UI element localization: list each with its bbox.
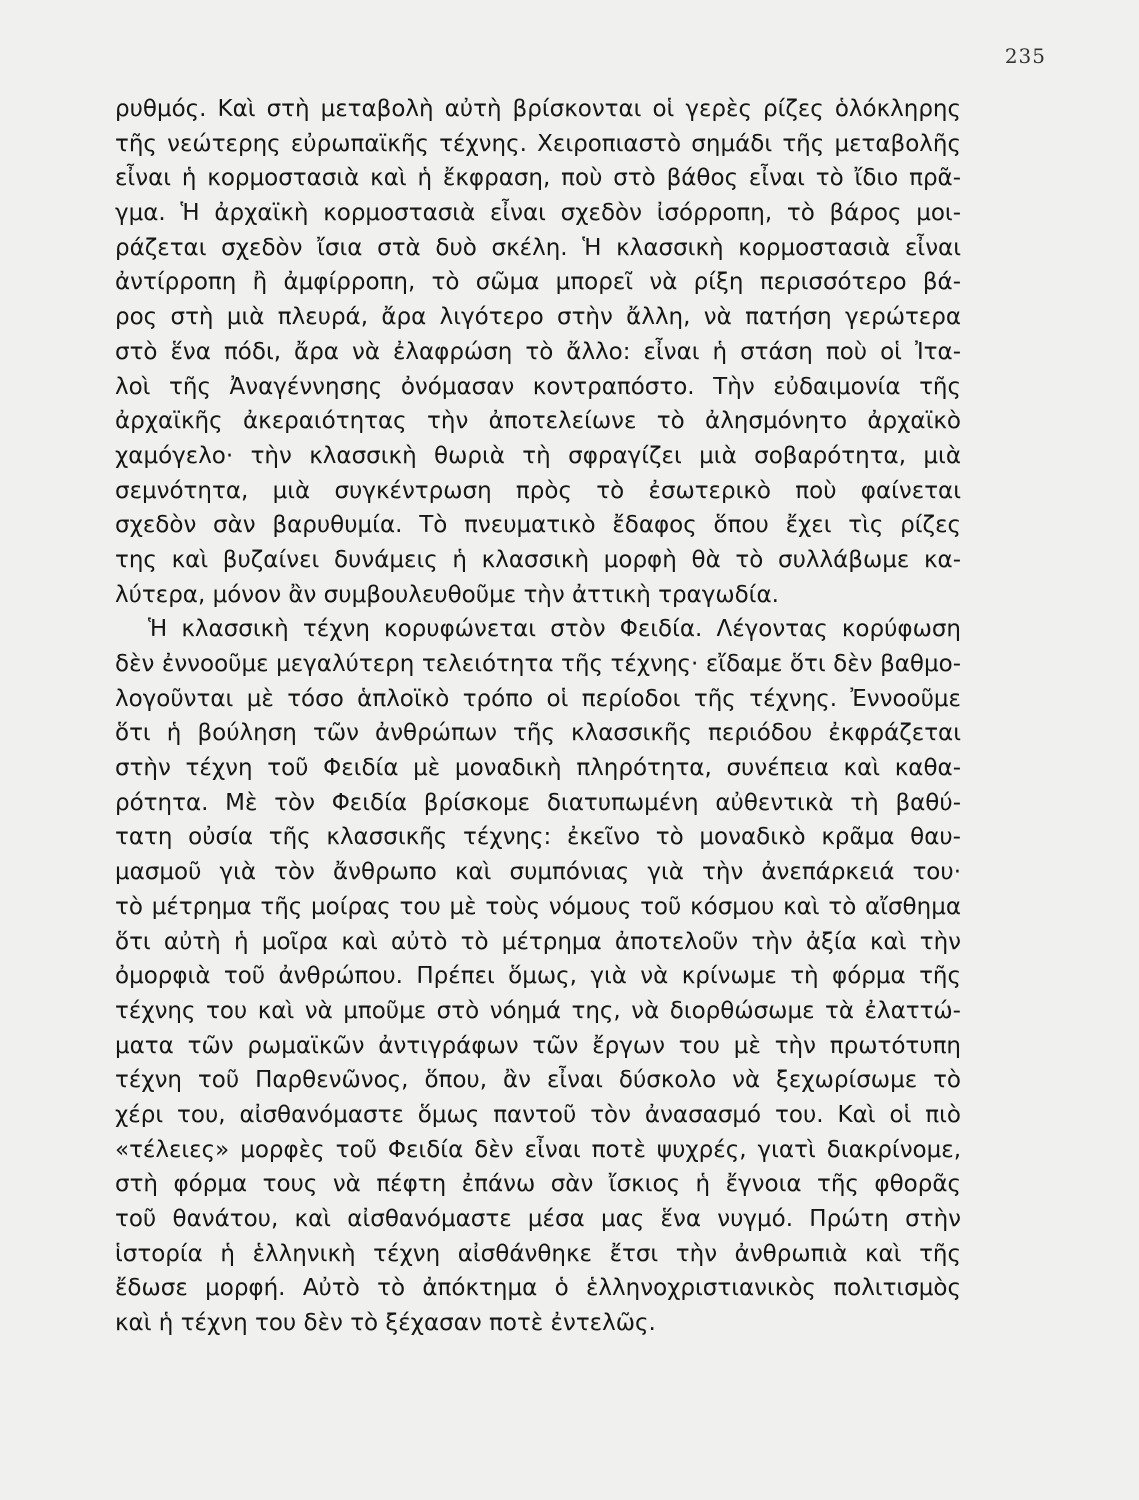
text-line: ράζεται σχεδὸν ἴσια στὰ δυὸ σκέλη. Ἡ κλασσικὴ κορμοστασιὰ εἶναι	[115, 234, 961, 261]
text-line: στὴ φόρμα τους νὰ πέφτη ἐπάνω σὰν ἴσκιος ἡ ἔγνοια τῆς φθορᾶς	[115, 1171, 961, 1198]
text-line: ὀμορφιὰ τοῦ ἀνθρώπου. Πρέπει ὅμως, γιὰ νὰ κρίνωμε τὴ φόρμα τῆς	[115, 963, 961, 990]
text-line: χαμόγελο· τὴν κλασσικὴ θωριὰ τὴ σφραγίζει μιὰ σοβαρότητα, μιὰ	[115, 442, 961, 469]
text-line: καὶ ἡ τέχνη του δὲν τὸ ξέχασαν ποτὲ ἐντελῶς.	[115, 1310, 656, 1337]
text-line: γμα. Ἡ ἀρχαϊκὴ κορμοστασιὰ εἶναι σχεδὸν ἰσόρροπη, τὸ βάρος μοι-	[115, 200, 961, 227]
text-line: ἱστορία ἡ ἑλληνικὴ τέχνη αἰσθάνθηκε ἔτσι τὴν ἀνθρωπιὰ καὶ τῆς	[115, 1240, 961, 1267]
text-line: τέχνη τοῦ Παρθενῶνος, ὅπου, ἂν εἶναι δύσκολο νὰ ξεχωρίσωμε τὸ	[115, 1067, 961, 1094]
page-number: 235	[1004, 44, 1046, 68]
text-line: ρος στὴ μιὰ πλευρά, ἄρα λιγότερο στὴν ἄλλη, νὰ πατήση γερώτερα	[115, 304, 961, 331]
text-line: «τέλειες» μορφὲς τοῦ Φειδία δὲν εἶναι ποτὲ ψυχρές, γιατὶ διακρίνομε,	[115, 1136, 961, 1163]
text-line: τοῦ θανάτου, καὶ αἰσθανόμαστε μέσα μας ἕνα νυγμό. Πρώτη στὴν	[115, 1206, 961, 1232]
text-line: σεμνότητα, μιὰ συγκέντρωση πρὸς τὸ ἐσωτερικὸ ποὺ φαίνεται	[115, 477, 961, 504]
text-line: ἀντίρροπη ἢ ἀμφίρροπη, τὸ σῶμα μπορεῖ νὰ ρίξη περισσότερο βά-	[115, 269, 961, 296]
text-line: ὅτι ἡ βούληση τῶν ἀνθρώπων τῆς κλασσικῆς περιόδου ἐκφράζεται	[115, 720, 961, 747]
text-line: ματα τῶν ρωμαϊκῶν ἀντιγράφων τῶν ἔργων του μὲ τὴν πρωτότυπη	[115, 1032, 961, 1059]
text-line: ἔδωσε μορφή. Αὐτὸ τὸ ἀπόκτημα ὁ ἑλληνοχριστιανικὸς πολιτισμὸς	[115, 1275, 961, 1302]
text-line: λοὶ τῆς Ἀναγέννησης ὀνόμασαν κοντραπόστο. Τὴν εὐδαιμονία τῆς	[115, 373, 961, 400]
text-line: ἀρχαϊκῆς ἀκεραιότητας τὴν ἀποτελείωνε τὸ ἀλησμόνητο ἀρχαϊκὸ	[115, 408, 961, 435]
text-line: λύτερα, μόνον ἂν συμβουλευθοῦμε τὴν ἀττικὴ τραγωδία.	[115, 581, 779, 608]
text-line: σχεδὸν σὰν βαρυθυμία. Τὸ πνευματικὸ ἔδαφος ὅπου ἔχει τὶς ρίζες	[115, 512, 961, 539]
text-line: λογοῦνται μὲ τόσο ἁπλοϊκὸ τρόπο οἱ περίοδοι τῆς τέχνης. Ἐννοοῦμε	[115, 685, 961, 712]
text-line: μασμοῦ γιὰ τὸν ἄνθρωπο καὶ συμπόνιας γιὰ τὴν ἀνεπάρκειά του·	[115, 859, 961, 886]
paragraph	[115, 92, 961, 612]
text-line: Ἡ κλασσικὴ τέχνη κορυφώνεται στὸν Φειδία. Λέγοντας κορύφωση	[148, 616, 961, 643]
text-line: χέρι του, αἰσθανόμαστε ὅμως παντοῦ τὸν ἀνασασμό του. Καὶ οἱ πιὸ	[115, 1101, 961, 1128]
text-line: στὴν τέχνη τοῦ Φειδία μὲ μοναδικὴ πληρότητα, συνέπεια καὶ καθα-	[115, 755, 961, 782]
text-line: εἶναι ἡ κορμοστασιὰ καὶ ἡ ἔκφραση, ποὺ στὸ βάθος εἶναι τὸ ἴδιο πρᾶ-	[115, 165, 961, 192]
text-line: τατη οὐσία τῆς κλασσικῆς τέχνης: ἐκεῖνο τὸ μοναδικὸ κρᾶμα θαυ-	[115, 824, 961, 851]
text-line: ὅτι αὐτὴ ἡ μοῖρα καὶ αὐτὸ τὸ μέτρημα ἀποτελοῦν τὴν ἀξία καὶ τὴν	[115, 928, 961, 955]
text-line: της καὶ βυζαίνει δυνάμεις ἡ κλασσικὴ μορφὴ θὰ τὸ συλλάβωμε κα-	[115, 546, 961, 573]
text-line: ρυθμός. Καὶ στὴ μεταβολὴ αὐτὴ βρίσκονται οἱ γερὲς ρίζες ὁλόκληρης	[115, 96, 961, 122]
paragraph	[115, 612, 961, 1340]
body-text	[115, 92, 961, 1341]
text-line: δὲν ἐννοοῦμε μεγαλύτερη τελειότητα τῆς τέχνης· εἴδαμε ὅτι δὲν βαθμο-	[115, 651, 961, 677]
text-line: στὸ ἕνα πόδι, ἄρα νὰ ἐλαφρώση τὸ ἄλλο: εἶναι ἡ στάση ποὺ οἱ Ἰτα-	[115, 338, 961, 365]
text-line: τὸ μέτρημα τῆς μοίρας του μὲ τοὺς νόμους τοῦ κόσμου καὶ τὸ αἴσθημα	[115, 893, 961, 920]
text-line: τέχνης του καὶ νὰ μποῦμε στὸ νόημά της, νὰ διορθώσωμε τὰ ἐλαττώ-	[115, 997, 961, 1024]
text-line: τῆς νεώτερης εὐρωπαϊκῆς τέχνης. Χειροπιαστὸ σημάδι τῆς μεταβολῆς	[115, 130, 961, 157]
text-line: ρότητα. Μὲ τὸν Φειδία βρίσκομε διατυπωμένη αὐθεντικὰ τὴ βαθύ-	[115, 789, 961, 816]
